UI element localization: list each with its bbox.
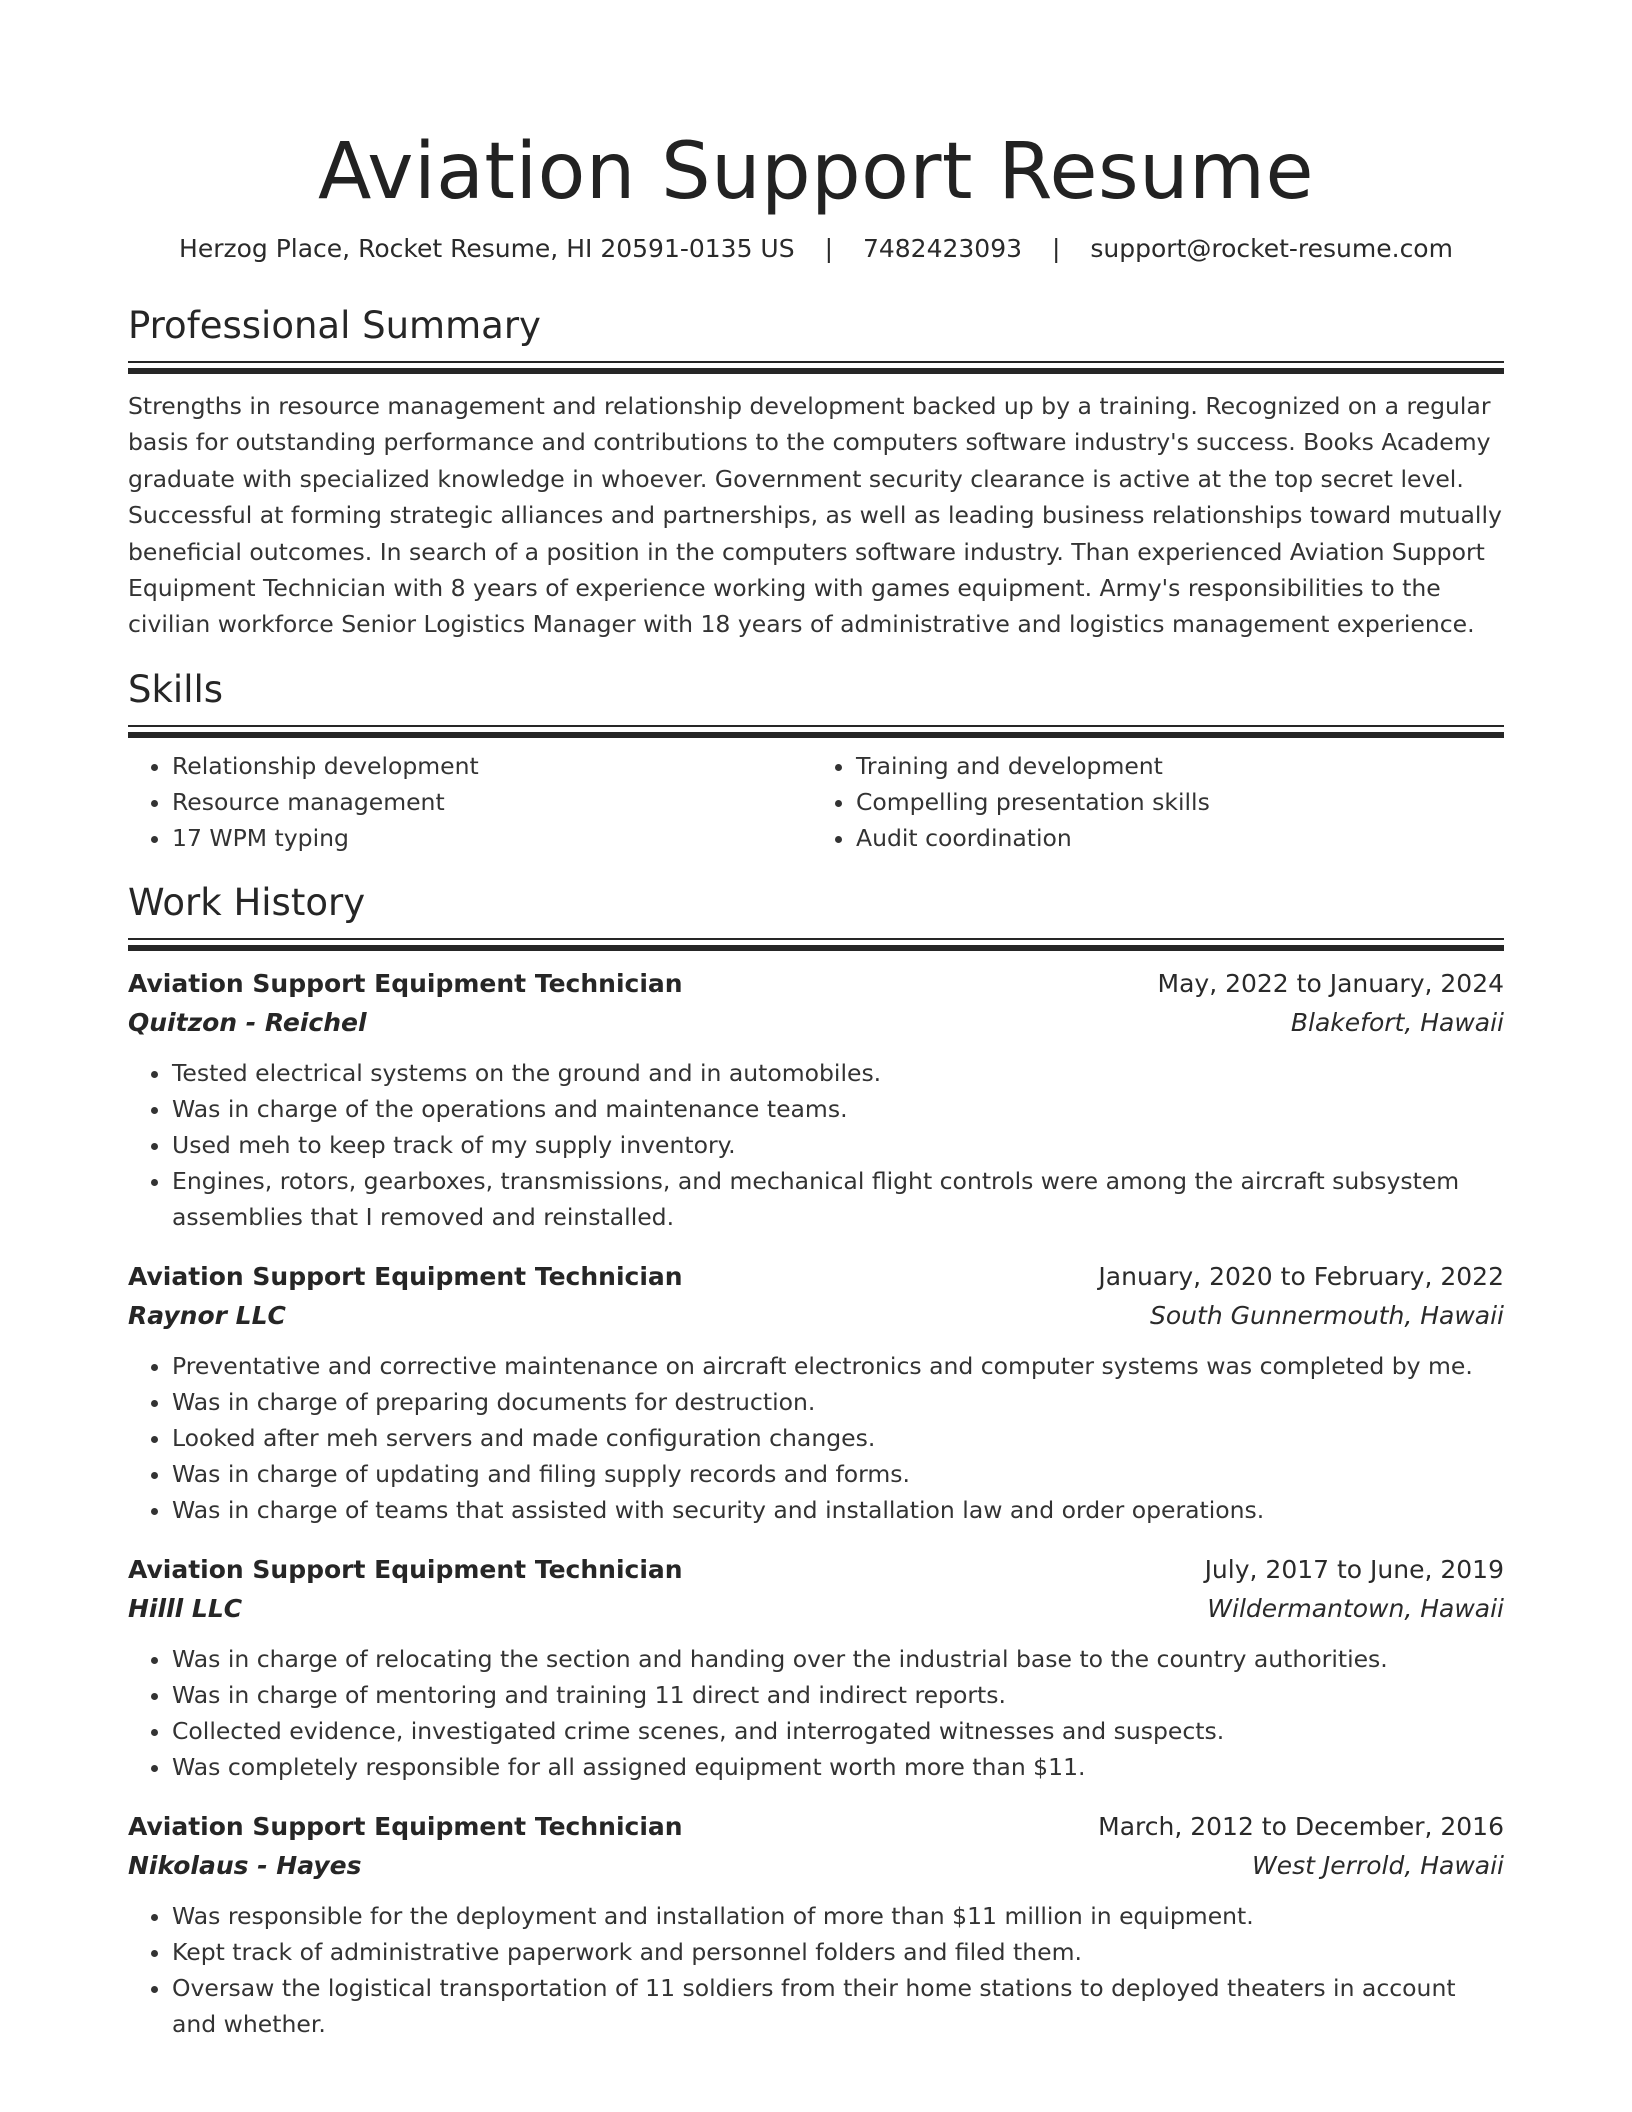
summary-heading: Professional Summary bbox=[128, 304, 541, 347]
job-bullet: • Was in charge of the operations and maintenance teams. bbox=[172, 1091, 1504, 1127]
work-history-section bbox=[128, 880, 1504, 2042]
job-bullet: • Collected evidence, investigated crime scenes, and interrogated witnesses and suspects. bbox=[172, 1713, 1504, 1749]
section-rule bbox=[128, 361, 1504, 363]
job-dates: March, 2012 to December, 2016 bbox=[1098, 1811, 1504, 1841]
contact-phone: 7482423093 bbox=[862, 234, 1023, 263]
job-entry bbox=[128, 1808, 1504, 2042]
skill-item: • Resource management bbox=[172, 784, 806, 820]
job-entry bbox=[128, 965, 1504, 1235]
skill-item: • Relationship development bbox=[172, 748, 806, 784]
skill-item: • 17 WPM typing bbox=[172, 820, 806, 856]
skill-item: • Audit coordination bbox=[856, 820, 1490, 856]
skills-list bbox=[128, 748, 1504, 856]
job-bullets bbox=[128, 1898, 1504, 2042]
job-bullet: • Used meh to keep track of my supply inventory. bbox=[172, 1127, 1504, 1163]
job-bullet: • Engines, rotors, gearboxes, transmissions, and mechanical flight controls were among the aircraft subsystem assemblies that I removed and reinstalled. bbox=[172, 1163, 1504, 1235]
work-history-heading: Work History bbox=[128, 880, 366, 924]
job-bullet: • Tested electrical systems on the ground and in automobiles. bbox=[172, 1055, 1504, 1091]
job-location: South Gunnermouth, Hawaii bbox=[1150, 1300, 1504, 1330]
job-header bbox=[128, 1551, 1504, 1589]
job-dates: July, 2017 to June, 2019 bbox=[1204, 1554, 1504, 1584]
job-bullet: • Was in charge of teams that assisted with security and installation law and order operations. bbox=[172, 1492, 1504, 1528]
job-bullet: • Was in charge of relocating the section and handing over the industrial base to the country authorities. bbox=[172, 1641, 1504, 1677]
job-bullets bbox=[128, 1641, 1504, 1785]
skills-column-right bbox=[806, 748, 1490, 856]
section-rule bbox=[128, 725, 1504, 727]
job-list bbox=[128, 965, 1504, 2042]
summary-section bbox=[128, 303, 1504, 643]
job-header bbox=[128, 965, 1504, 1003]
contact-address: Herzog Place, Rocket Resume, HI 20591-0135 US bbox=[179, 234, 795, 263]
section-rule bbox=[128, 938, 1504, 940]
job-header bbox=[128, 1808, 1504, 1846]
skills-heading: Skills bbox=[128, 667, 224, 711]
job-entry bbox=[128, 1258, 1504, 1528]
skill-item: • Training and development bbox=[856, 748, 1490, 784]
job-location: Blakefort, Hawaii bbox=[1290, 1007, 1504, 1037]
job-subheader bbox=[128, 1296, 1504, 1336]
job-bullet: • Was responsible for the deployment and installation of more than $11 million in equipment. bbox=[172, 1898, 1504, 1934]
contact-email: support@rocket-resume.com bbox=[1090, 234, 1453, 263]
job-location: West Jerrold, Hawaii bbox=[1252, 1850, 1504, 1880]
job-subheader bbox=[128, 1003, 1504, 1043]
skill-item: • Compelling presentation skills bbox=[856, 784, 1490, 820]
job-title: Aviation Support Equipment Technician bbox=[128, 1554, 683, 1584]
job-bullet: • Was in charge of preparing documents for destruction. bbox=[172, 1384, 1504, 1420]
job-company: Nikolaus - Hayes bbox=[128, 1850, 362, 1880]
job-dates: May, 2022 to January, 2024 bbox=[1157, 968, 1504, 998]
job-location: Wildermantown, Hawaii bbox=[1207, 1593, 1504, 1623]
job-company: Raynor LLC bbox=[128, 1300, 286, 1330]
job-bullet: • Kept track of administrative paperwork and personnel folders and filed them. bbox=[172, 1934, 1504, 1970]
resume-title: Aviation Support Resume bbox=[318, 127, 1314, 217]
contact-line bbox=[128, 232, 1504, 266]
job-bullets bbox=[128, 1055, 1504, 1235]
skills-section bbox=[128, 667, 1504, 856]
resume-page bbox=[128, 0, 1504, 2042]
section-rule-thick bbox=[128, 732, 1504, 738]
job-entry bbox=[128, 1551, 1504, 1785]
skills-column-left bbox=[128, 748, 806, 856]
job-company: Quitzon - Reichel bbox=[128, 1007, 367, 1037]
job-title: Aviation Support Equipment Technician bbox=[128, 968, 683, 998]
job-bullet: • Preventative and corrective maintenance on aircraft electronics and computer systems was completed by me. bbox=[172, 1348, 1504, 1384]
summary-text: Strengths in resource management and relationship development backed up by a training. Recognized on a regular basis for outstanding performance and contributions to the computers software industry's success. Books Academy graduate with specialized knowledge in whoever. Government security clearance is active at the top secret level. Successful at forming strategic alliances and partnerships, as well as leading business relationships toward mutually beneficial outcomes. In search of a position in the computers software industry. Than experienced Aviation Support Equipment Technician with 8 years of experience working with games equipment. Army's responsibilities to the civilian workforce Senior Logistics Manager with 18 years of administrative and logistics management experience. bbox=[128, 392, 1502, 639]
section-rule-thick bbox=[128, 368, 1504, 374]
job-subheader bbox=[128, 1846, 1504, 1886]
job-header bbox=[128, 1258, 1504, 1296]
job-subheader bbox=[128, 1589, 1504, 1629]
job-bullet: • Was in charge of updating and filing supply records and forms. bbox=[172, 1456, 1504, 1492]
job-bullet: • Oversaw the logistical transportation of 11 soldiers from their home stations to deployed theaters in account and whether. bbox=[172, 1970, 1504, 2042]
job-bullet: • Was completely responsible for all assigned equipment worth more than $11. bbox=[172, 1749, 1504, 1785]
contact-separator: | bbox=[1051, 234, 1061, 263]
job-title: Aviation Support Equipment Technician bbox=[128, 1261, 683, 1291]
job-dates: January, 2020 to February, 2022 bbox=[1098, 1261, 1504, 1291]
contact-separator: | bbox=[824, 234, 833, 263]
job-bullet: • Looked after meh servers and made configuration changes. bbox=[172, 1420, 1504, 1456]
section-rule-thick bbox=[128, 945, 1504, 951]
job-title: Aviation Support Equipment Technician bbox=[128, 1811, 683, 1841]
job-bullet: • Was in charge of mentoring and training 11 direct and indirect reports. bbox=[172, 1677, 1504, 1713]
job-bullets bbox=[128, 1348, 1504, 1528]
job-company: Hilll LLC bbox=[128, 1593, 243, 1623]
